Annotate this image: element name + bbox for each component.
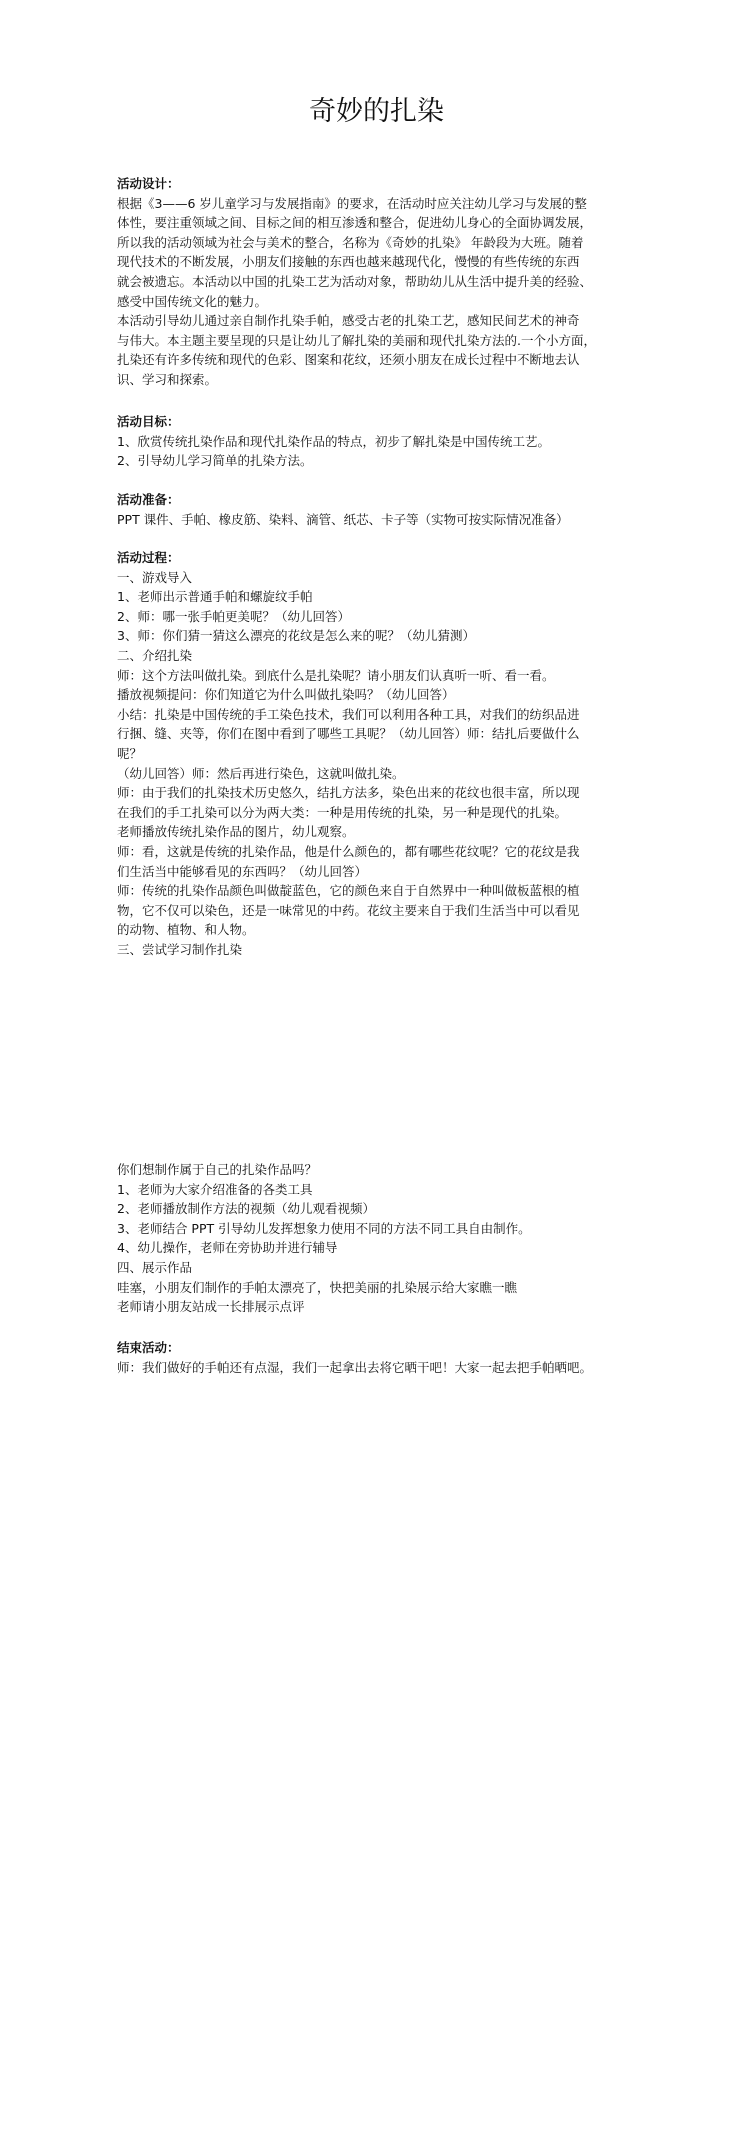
design-line: 根据《3——6 岁儿童学习与发展指南》的要求，在活动时应关注幼儿学习与发展的整 — [117, 195, 587, 211]
goals-line: 2、引导幼儿学习简单的扎染方法。 — [117, 453, 313, 469]
ending-heading: 结束活动： — [117, 1340, 180, 1355]
ending-line: 师：我们做好的手帕还有点湿，我们一起拿出去将它晒干吧！大家一起去把手帕晒吧。 — [117, 1359, 593, 1375]
page-title: 奇妙的扎染 — [309, 96, 444, 127]
process-line: 们生活当中能够看见的东西吗？（幼儿回答） — [117, 863, 368, 879]
practice-line: 2、老师播放制作方法的视频（幼儿观看视频） — [117, 1201, 375, 1217]
process-line: 在我们的手工扎染可以分为两大类：一种是用传统的扎染，另一种是现代的扎染。 — [117, 804, 568, 820]
practice-line: 4、幼儿操作，老师在旁协助并进行辅导 — [117, 1240, 338, 1256]
process-line: 小结：扎染是中国传统的手工染色技术，我们可以利用各种工具，对我们的纺织品进 — [117, 706, 580, 722]
design-line: 就会被遗忘。本活动以中国的扎染工艺为活动对象，帮助幼儿从生活中提升美的经验、 — [117, 273, 593, 289]
process-line: 3、师：你们猜一猜这么漂亮的花纹是怎么来的呢？（幼儿猜测） — [117, 628, 475, 644]
practice-line: 你们想制作属于自己的扎染作品吗？ — [117, 1162, 318, 1177]
design-line: 识、学习和探索。 — [117, 371, 218, 387]
design-line: 扎染还有许多传统和现代的色彩、图案和花纹，还须小朋友在成长过程中不断地去认 — [117, 352, 580, 368]
goals-heading: 活动目标： — [117, 414, 180, 429]
practice-line: 老师请小朋友站成一长排展示点评 — [117, 1299, 305, 1315]
process-line: 2、师：哪一张手帕更美呢？（幼儿回答） — [117, 608, 350, 624]
process-line: （幼儿回答）师：然后再进行染色，这就叫做扎染。 — [117, 765, 405, 781]
goals-section — [117, 412, 657, 471]
process-line: 师：看，这就是传统的扎染作品，他是什么颜色的，都有哪些花纹呢？它的花纹是我 — [117, 843, 580, 859]
design-line: 体性，要注重领域之间、目标之间的相互渗透和整合，促进幼儿身心的全面协调发展， — [117, 215, 593, 231]
ending-section — [117, 1338, 657, 1377]
design-line: 感受中国传统文化的魅力。 — [117, 293, 268, 309]
practice-line: 1、老师为大家介绍准备的各类工具 — [117, 1181, 313, 1197]
design-line: 现代技术的不断发展，小朋友们接触的东西也越来越现代化，慢慢的有些传统的东西 — [117, 254, 580, 270]
process-line: 物，它不仅可以染色，还是一味常见的中药。花纹主要来自于我们生活当中可以看见 — [117, 902, 580, 918]
process-line: 老师播放传统扎染作品的图片，幼儿观察。 — [117, 824, 355, 840]
design-line: 所以我的活动领域为社会与美术的整合，名称为《奇妙的扎染》 年龄段为大班。随着 — [117, 234, 584, 250]
practice-section — [117, 1160, 657, 1317]
process-line: 行捆、缝、夹等，你们在图中看到了哪些工具呢？（幼儿回答）师：结扎后要做什么 — [117, 726, 580, 742]
process-line: 播放视频提问：你们知道它为什么叫做扎染吗？（幼儿回答） — [117, 687, 455, 703]
process-line: 1、老师出示普通手帕和螺旋纹手帕 — [117, 589, 313, 605]
process-line: 师：传统的扎染作品颜色叫做靛蓝色，它的颜色来自于自然界中一种叫做板蓝根的植 — [117, 883, 580, 899]
design-line: 本活动引导幼儿通过亲自制作扎染手帕，感受古老的扎染工艺，感知民间艺术的神奇 — [117, 313, 580, 329]
prep-heading: 活动准备： — [117, 492, 180, 507]
design-section — [117, 174, 657, 390]
process-heading: 活动过程： — [117, 550, 180, 565]
goals-line: 1、欣赏传统扎染作品和现代扎染作品的特点，初步了解扎染是中国传统工艺。 — [117, 433, 550, 449]
process-line: 一、游戏导入 — [117, 569, 193, 585]
process-line: 的动物、植物、和人物。 — [117, 922, 255, 938]
practice-line: 哇塞，小朋友们制作的手帕太漂亮了，快把美丽的扎染展示给大家瞧一瞧 — [117, 1279, 518, 1295]
prep-section — [117, 490, 657, 529]
process-line: 师：由于我们的扎染技术历史悠久，结扎方法多，染色出来的花纹也很丰富，所以现 — [117, 785, 580, 801]
process-line: 呢？ — [117, 745, 143, 761]
process-line: 师：这个方法叫做扎染。到底什么是扎染呢？请小朋友们认真听一听、看一看。 — [117, 667, 555, 683]
design-heading: 活动设计： — [117, 176, 180, 191]
process-line: 三、尝试学习制作扎染 — [117, 941, 243, 957]
practice-line: 四、展示作品 — [117, 1259, 193, 1275]
process-line: 二、介绍扎染 — [117, 647, 193, 663]
prep-line: PPT 课件、手帕、橡皮筋、染料、滴管、纸芯、卡子等（实物可按实际情况准备） — [117, 511, 569, 527]
design-line: 与伟大。本主题主要呈现的只是让幼儿了解扎染的美丽和现代扎染方法的.一个小方面， — [117, 332, 596, 348]
practice-line: 3、老师结合 PPT 引导幼儿发挥想象力使用不同的方法不同工具自由制作。 — [117, 1220, 531, 1236]
process-section — [117, 548, 657, 959]
